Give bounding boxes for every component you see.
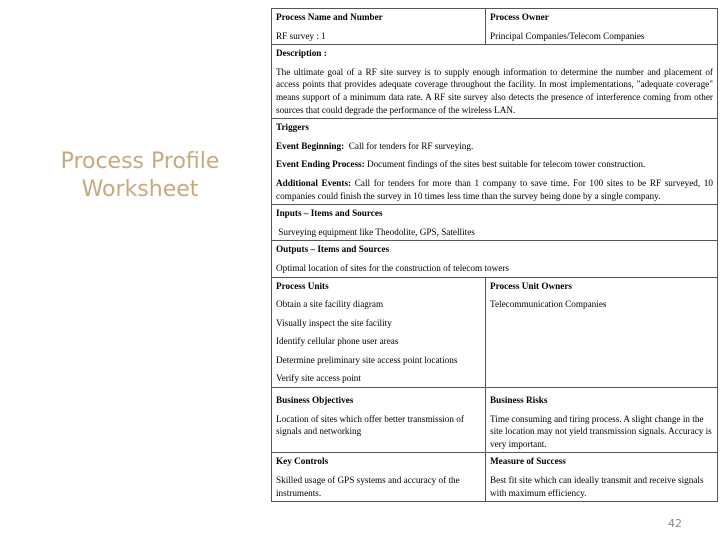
process-unit-item: Identify cellular phone user areas [276,336,399,347]
business-objectives-header: Business Objectives [276,395,354,406]
key-controls-cell [272,453,486,502]
outputs-row [272,241,718,277]
description-header: Description : [276,48,327,59]
process-owner-value: Principal Companies/Telecom Companies [490,30,645,41]
page-number: 42 [668,517,682,530]
process-name-header: Process Name and Number [276,12,383,22]
event-ending-label: Event Ending Process: [276,159,365,170]
triggers-row [272,119,718,205]
business-risks-cell [486,388,718,453]
event-ending [276,158,713,171]
process-unit-item: Obtain a site facility diagram [276,299,384,310]
business-objectives-text: Location of sites which offer better transmission of signals and networking [276,413,464,437]
side-title-line2: Worksheet [81,177,199,202]
event-beginning-text: Call for tenders for RF surveying. [348,140,474,151]
process-unit-owners-cell [486,277,718,388]
business-risks-header: Business Risks [490,395,548,406]
triggers-header: Triggers [276,122,309,133]
process-name-value: RF survey : 1 [276,30,326,41]
measure-of-success-text: Best fit site which can ideally transmit and receive signals with maximum efficiency. [490,475,704,498]
measure-of-success-header: Measure of Success [490,456,566,467]
business-row [272,388,718,453]
business-risks-text: Time consuming and tiring process. A slight change in the site location may not yield transmission signals. Accuracy is very important. [490,413,712,449]
additional-events-text: Call for tenders for more than 1 company to save time. For 100 sites to be RF surveyed, 10 companies could finish the survey in 10 times less time than the survey being done by a single company. [276,177,713,201]
outputs-cell [272,241,718,277]
side-title [40,148,240,204]
process-units-header: Process Units [276,280,329,291]
inputs-cell [272,205,718,241]
inputs-text-value: Surveying equipment like Theodolite, GPS, Satellites [278,226,475,237]
process-units-cell [272,277,486,388]
process-unit-item: Visually inspect the site facility [276,317,392,328]
process-unit-owners-text: Telecommunication Companies [490,299,607,310]
process-unit-item: Determine preliminary site access point locations [276,354,458,365]
process-name-cell [272,9,486,45]
inputs-text [276,226,713,239]
inputs-header: Inputs – Items and Sources [276,208,383,219]
event-ending-text: Document findings of the sites best suitable for telecom tower construction. [366,159,646,170]
process-units-row [272,277,718,388]
measure-of-success-cell [486,453,718,502]
description-cell [272,45,718,119]
description-text: The ultimate goal of a RF site survey is to supply enough information to determine the number and placement of access points that provides adequate coverage throughout the facility. In most implementations, "adequate coverage" means support of a minimum data rate. A RF site survey also detects the presence of interference coming from other sources that could degrade the performance of the wireless LAN. [276,66,713,115]
additional-events [276,177,713,202]
key-controls-header: Key Controls [276,456,329,467]
process-unit-item: Verify site access point [276,373,361,384]
outputs-header: Outputs – Items and Sources [276,244,390,255]
event-beginning-label: Event Beginning: [276,140,345,151]
business-objectives-cell [272,388,486,453]
inputs-row [272,205,718,241]
process-profile-table [271,8,718,502]
process-unit-owners-header: Process Unit Owners [490,280,572,291]
description-row [272,45,718,119]
event-beginning [276,140,713,153]
process-owner-header: Process Owner [490,12,549,22]
side-title-line1: Process Profile [60,149,220,174]
controls-row [272,453,718,502]
key-controls-text: Skilled usage of GPS systems and accuracy of the instruments. [276,475,460,498]
process-name-row [272,9,718,45]
triggers-cell [272,119,718,205]
additional-events-label: Additional Events: [276,177,352,188]
process-owner-cell [486,9,718,45]
outputs-text: Optimal location of sites for the construction of telecom towers [276,262,509,273]
